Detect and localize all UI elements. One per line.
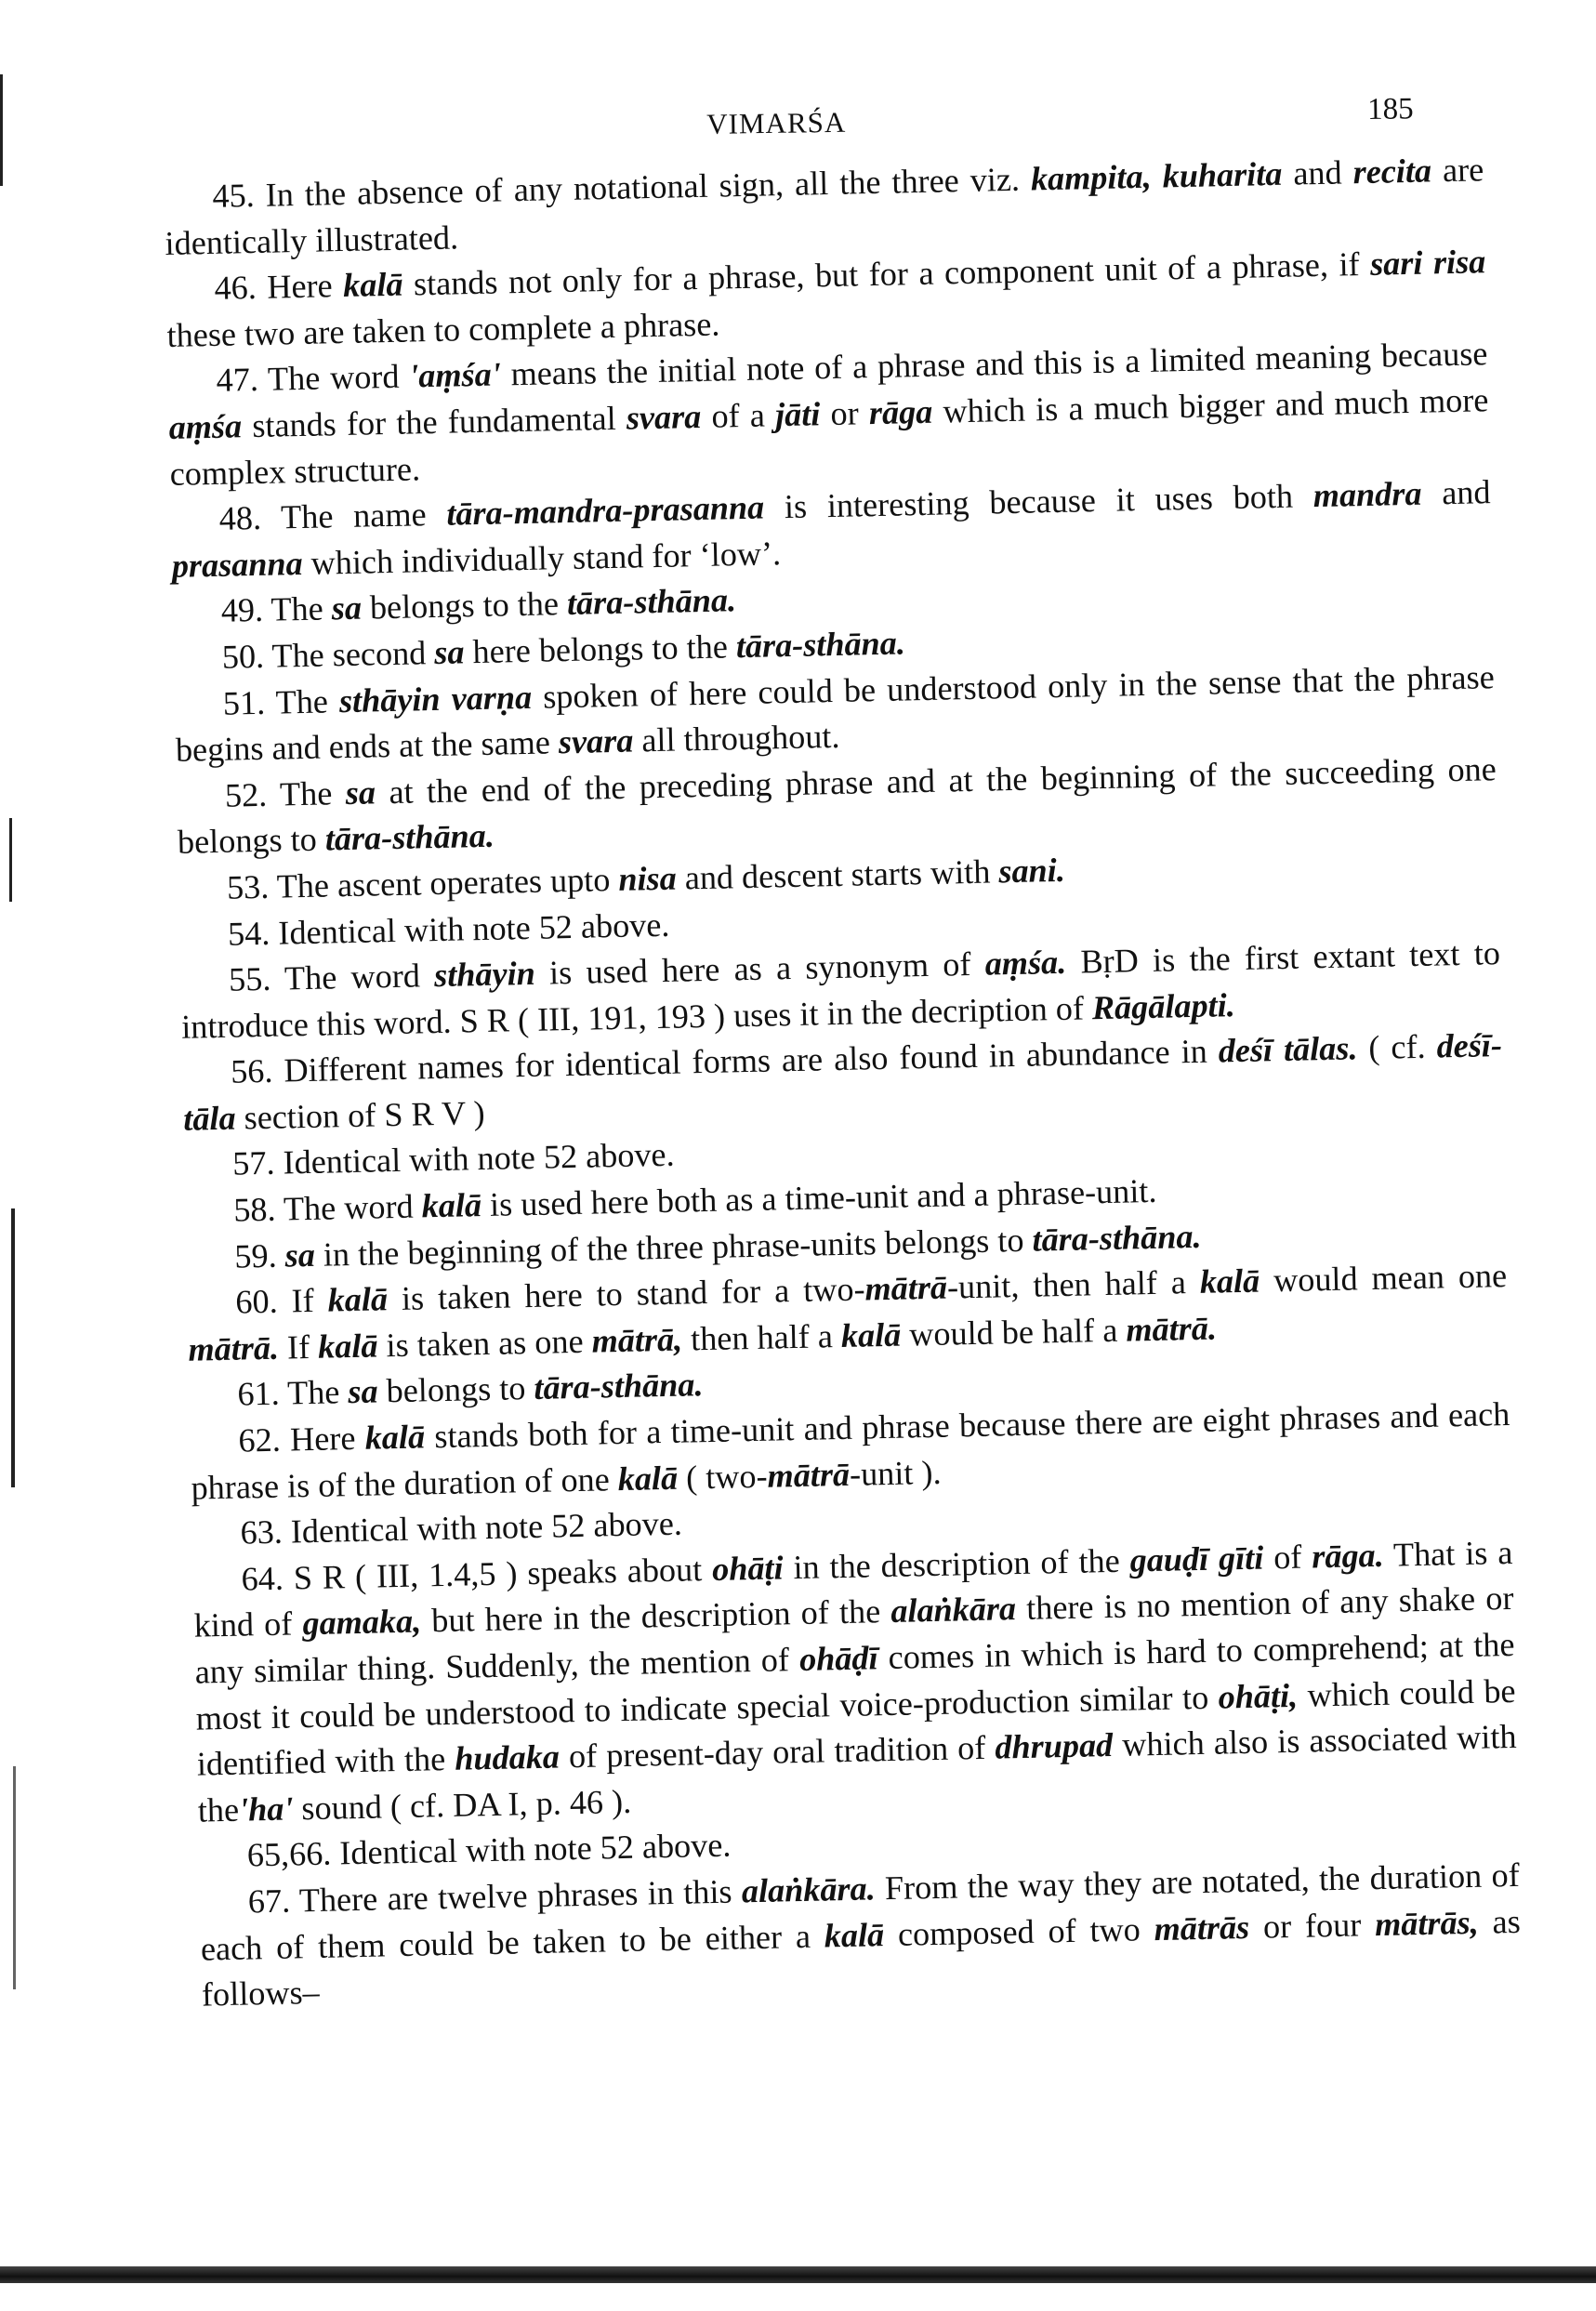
italic-term: 'ha'	[238, 1789, 294, 1829]
italic-term: nisa	[617, 859, 678, 898]
note-text: and	[1420, 473, 1491, 512]
italic-term: gauḍī gīti	[1129, 1538, 1264, 1579]
note-text: in the description of the	[783, 1541, 1131, 1587]
note-text: stands for the fundamental	[241, 399, 627, 445]
note-text: or four	[1248, 1905, 1376, 1946]
italic-term: recita	[1352, 152, 1432, 191]
endnote	[192, 1530, 1518, 1834]
note-text: ( two-	[677, 1457, 768, 1497]
italic-term: sa	[433, 633, 465, 671]
running-head: VIMARŚA	[706, 105, 847, 140]
italic-term: kalā	[421, 1186, 482, 1225]
italic-term: kalā	[317, 1327, 378, 1366]
note-text: means the initial note of a phrase and this is a limited meaning because	[500, 335, 1488, 393]
note-text: 58. The word	[232, 1187, 423, 1229]
italic-term: sa	[331, 588, 363, 627]
italic-term: sani.	[997, 851, 1066, 891]
italic-term: kuharita	[1162, 154, 1283, 195]
italic-term: tāra-sthāna.	[735, 624, 906, 666]
italic-term: sari	[1369, 244, 1423, 284]
italic-term: ohāṭi,	[1218, 1676, 1299, 1716]
note-text: 53. The ascent operates upto	[226, 860, 619, 906]
note-text: From the way they are notated, the duration of each of them could be taken to be either a	[200, 1855, 1521, 1968]
italic-term: hudaka	[454, 1737, 561, 1777]
note-text: 56. Different names for identical forms are also found in abundance in	[230, 1032, 1220, 1090]
note-text: BṛD is the first extant text to introduce this word. S R ( III, 191, 193 ) uses it in the decription of	[180, 934, 1501, 1046]
note-text: -unit ).	[849, 1453, 942, 1493]
italic-term: ohāḍī	[798, 1639, 878, 1679]
note-text: as follows–	[201, 1902, 1522, 2014]
italic-term: kalā	[824, 1915, 885, 1955]
italic-term: sa	[284, 1235, 316, 1274]
italic-term: tāra-sthāna.	[1032, 1217, 1202, 1259]
note-text: belongs to the	[361, 585, 568, 627]
note-text: 60. If	[234, 1281, 329, 1321]
italic-term: sthāyin	[433, 954, 536, 995]
note-text: 45. In the absence of any notational sign, all the three viz.	[212, 160, 1032, 215]
italic-term: mandra	[1312, 474, 1422, 515]
note-text: of a	[700, 396, 776, 435]
note-text: section of S R V )	[235, 1093, 485, 1137]
italic-term: deśī tālas.	[1218, 1029, 1358, 1070]
italic-term: kalā	[840, 1315, 902, 1354]
note-text: then half a	[681, 1316, 842, 1358]
italic-term: alaṅkāra	[890, 1590, 1017, 1631]
scan-edge-mark	[11, 1208, 15, 1487]
italic-term: kalā	[342, 265, 403, 305]
scan-edge-mark	[0, 74, 3, 186]
note-text: stands not only for a phrase, but for a component unit of a phrase, if	[402, 245, 1371, 303]
italic-term: svara	[626, 397, 702, 437]
note-text: 50. The second	[221, 633, 435, 676]
note-text: 65,66. Identical with note 52 above.	[246, 1826, 732, 1874]
italic-term: svara	[558, 721, 634, 761]
note-text: here belongs to the	[464, 627, 737, 671]
note-text: 47. The word	[216, 357, 410, 400]
italic-term: sthāyin varṇa	[338, 678, 533, 720]
italic-term: gamaka,	[302, 1602, 422, 1643]
note-text: in the beginning of the three phrase-units belongs to	[314, 1221, 1033, 1274]
italic-term: sa	[347, 1372, 379, 1411]
italic-term: tāra-sthāna.	[324, 817, 495, 858]
italic-term: mātrās	[1154, 1908, 1250, 1948]
italic-term: sa	[345, 773, 376, 812]
italic-term: kampita,	[1030, 157, 1153, 198]
note-text: is taken here to stand for a two-	[387, 1270, 865, 1318]
italic-term: kalā	[327, 1280, 389, 1319]
note-text: but here in the description of the	[420, 1592, 891, 1640]
note-text: ( cf.	[1356, 1027, 1437, 1067]
note-text: 52. The	[224, 773, 347, 814]
italic-term: kalā	[1199, 1261, 1260, 1301]
italic-term: tāra-mandra-prasanna	[445, 488, 765, 533]
italic-term: tāra-sthāna.	[534, 1366, 704, 1407]
note-text: which is a much bigger and much more complex structure.	[169, 381, 1489, 493]
note-text: 64. S R ( III, 1.4,5 ) speaks about	[241, 1550, 713, 1598]
note-text	[1422, 244, 1433, 282]
note-text: 59.	[233, 1236, 286, 1275]
italic-term: dhrupad	[995, 1726, 1114, 1766]
italic-term: mātrā.	[1125, 1309, 1218, 1349]
note-text: sound ( cf. DA I, p. 46 ).	[292, 1782, 632, 1828]
italic-term: mātrā	[864, 1268, 948, 1308]
note-text: is used here as a synonym of	[534, 944, 986, 992]
italic-term: aṃśa	[168, 407, 243, 446]
italic-term: kalā	[617, 1459, 679, 1498]
note-text: there is no mention of any shake or any similar thing. Suddenly, the mention of	[194, 1579, 1514, 1691]
italic-term: kalā	[364, 1418, 426, 1457]
note-text: stands both for a time-unit and phrase because there are eight phrases and each phrase is of the duration of one	[191, 1394, 1510, 1507]
italic-term: ohāṭi	[711, 1549, 784, 1588]
note-text: 61. The	[237, 1373, 349, 1414]
italic-term: deśī-tāla	[182, 1026, 1503, 1138]
note-text: 51. The	[222, 681, 340, 722]
note-text: -unit, then half a	[946, 1263, 1201, 1306]
note-text: 46. Here	[214, 267, 344, 308]
note-text: 54. Identical with note 52 above.	[227, 905, 670, 953]
note-text: of present-day oral tradition of	[559, 1728, 996, 1776]
note-text: 62. Here	[238, 1419, 366, 1459]
scan-edge-mark	[13, 1766, 16, 1989]
note-text: spoken of here could be understood only in the sense that the phrase begins and ends at the same	[175, 657, 1496, 769]
note-text: is interesting because it uses both	[763, 477, 1314, 526]
note-text: 67. There are twelve phrases in this	[247, 1872, 743, 1921]
italic-term: alaṅkāra.	[741, 1869, 877, 1910]
note-text: That is a kind of	[193, 1533, 1513, 1645]
note-text: would be half a	[900, 1311, 1127, 1354]
italic-term: mātrā	[767, 1455, 851, 1495]
note-text: which could be identified with the	[196, 1671, 1516, 1783]
italic-term: rāga	[868, 392, 933, 432]
italic-term: Rāgālapti.	[1091, 985, 1236, 1026]
note-text: would mean one	[1259, 1257, 1508, 1300]
italic-term: mātrās,	[1374, 1903, 1480, 1943]
note-text: 63. Identical with note 52 above.	[240, 1504, 683, 1552]
note-text: belongs to	[377, 1369, 534, 1410]
italic-term: 'aṃśa'	[408, 355, 502, 395]
note-text: all throughout.	[632, 718, 840, 759]
note-text: at the end of the preceding phrase and at the beginning of the succeeding one belongs to	[177, 749, 1497, 862]
note-text: of	[1262, 1538, 1312, 1577]
italic-term: risa	[1432, 243, 1486, 282]
italic-term: jāti	[774, 395, 821, 434]
note-text: and	[1281, 153, 1354, 192]
endnote	[167, 332, 1490, 497]
note-text: which individually stand for ‘low’.	[302, 534, 782, 582]
italic-term: mātrā,	[591, 1320, 683, 1360]
page-number: 185	[1366, 92, 1414, 126]
note-text: are identically illustrated.	[165, 151, 1484, 262]
note-text: 57. Identical with note 52 above.	[231, 1136, 675, 1183]
endnotes	[164, 147, 1522, 2018]
italic-term: mātrā.	[188, 1328, 280, 1368]
italic-term: aṃśa.	[984, 943, 1067, 983]
note-text: is taken as one	[377, 1322, 593, 1365]
note-text: composed of two	[883, 1909, 1155, 1953]
note-text: 55. The word	[228, 957, 435, 998]
note-text: 49. The	[220, 589, 333, 630]
italic-term: prasanna	[171, 544, 303, 585]
note-text: these two are taken to complete a phrase.	[166, 305, 720, 354]
note-text: and descent starts with	[676, 852, 999, 897]
endnote	[199, 1853, 1522, 2018]
scan-edge-mark	[9, 818, 12, 902]
note-text: which also is associated with the	[197, 1718, 1517, 1829]
italic-term: rāga.	[1311, 1536, 1385, 1576]
note-text: is used here both as a time-unit and a phrase-unit.	[481, 1171, 1157, 1224]
italic-term: tāra-sthāna.	[566, 581, 737, 623]
note-text: comes in which is hard to comprehend; at the most it could be understood to indicate special voice-production similar to	[195, 1625, 1515, 1737]
note-text: If	[278, 1327, 319, 1367]
scan-bottom-edge	[0, 2266, 1596, 2283]
note-text: 48. The name	[218, 495, 447, 537]
note-text: or	[819, 394, 870, 433]
